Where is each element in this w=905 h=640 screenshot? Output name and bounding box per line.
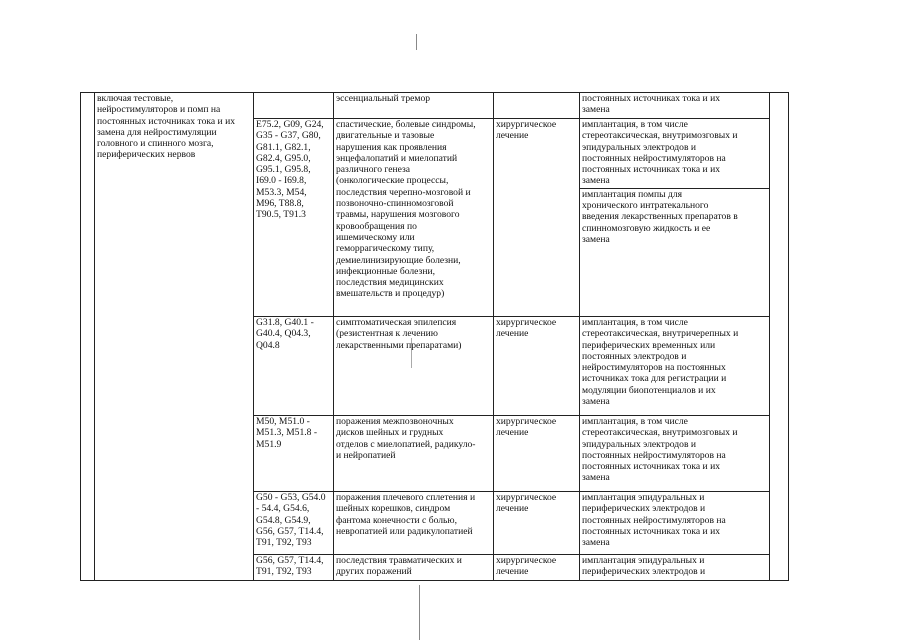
patient-model-cell: спастические, болевые синдромы, двигательные и тазовые нарушения как проявления энцефалопатий и миелопатий различного генеза (онкологические процессы, последствия черепно-мозговой и позвоночно-спинномозговой травмы, нарушения мозгового кровообращения по ишемическому или геморрагическому типу, демиелинизирующие болезни, инфекционные болезни, последствия медицинских вмешательств и процедур) [334,119,494,317]
treatment-type-cell: хирургическое лечение [494,492,580,555]
treatment-method-cell: имплантация, в том числе стереотаксическая, внутримозговых и эпидуральных электродов и постоянных нейростимуляторов на постоянных источниках тока и их замена [580,416,770,492]
price-cell [770,93,789,581]
treatment-method-cell: имплантация, в том числе стереотаксическая, внутричерепных и периферических временных или постоянных электродов и нейростимуляторов на постоянных источниках тока для регистрации и модуляции биопотенциалов и их замена [580,317,770,416]
icd-codes-cell: G50 - G53, G54.0 - 54.4, G54.6, G54.8, G54.9, G56, G57, T14.4, T91, T92, T93 [254,492,334,555]
treatment-type-cell: хирургическое лечение [494,555,580,581]
treatment-type-cell: хирургическое лечение [494,119,580,317]
patient-model-cell: симптоматическая эпилепсия (резистентная к лечению лекарственными препаратами) [334,317,494,416]
treatment-method-cell: имплантация эпидуральных и периферических электродов и постоянных нейростимуляторов на постоянных источниках тока и их замена [580,492,770,555]
patient-model-cell: поражения плечевого сплетения и шейных корешков, синдром фантома конечности с болью, невропатией или радикулопатией [334,492,494,555]
row-number-cell [81,93,95,581]
patient-model-cell: поражения межпозвоночных дисков шейных и грудных отделов с миелопатией, радикуло- и нейропатией [334,416,494,492]
icd-codes-cell [254,93,334,119]
treatment-type-cell: хирургическое лечение [494,416,580,492]
table-row [81,93,789,119]
scan-mark-top [416,34,417,50]
icd-codes-cell: G31.8, G40.1 - G40.4, Q04.3, Q04.8 [254,317,334,416]
patient-model-cell: последствия травматических и других поражений [334,555,494,581]
medical-care-table [80,92,789,581]
care-type-cell [95,93,254,581]
treatment-method-cell: имплантация эпидуральных и периферических электродов и [580,555,770,581]
treatment-type-cell [494,93,580,119]
treatment-method-cell: имплантация, в том числе стереотаксическая, внутримозговых и эпидуральных электродов и постоянных нейростимуляторов на постоянных источниках тока и их замена имплантация помпы для хронического интратекального введения лекарственных препаратов в спинномозговую жидкость и ее замена [580,119,770,317]
scan-mark-bottom [419,585,420,640]
treatment-type-cell: хирургическое лечение [494,317,580,416]
icd-codes-cell: E75.2, G09, G24, G35 - G37, G80, G81.1, G82.1, G82.4, G95.0, G95.1, G95.8, I69.0 - I69.8, M53.3, M54, M96, T88.8, T90.5, T91.3 [254,119,334,317]
icd-codes-cell: G56, G57, T14.4, T91, T92, T93 [254,555,334,581]
patient-model-cell: эссенциальный тремор [334,93,494,119]
treatment-method-cell: постоянных источниках тока и их замена [580,93,770,119]
care-type-text: включая тестовые, нейростимуляторов и помп на постоянных источниках тока и их замена для нейростимуляции головного и спинного мозга, периферических нервов [97,93,235,161]
icd-codes-cell: M50, M51.0 - M51.3, M51.8 - M51.9 [254,416,334,492]
